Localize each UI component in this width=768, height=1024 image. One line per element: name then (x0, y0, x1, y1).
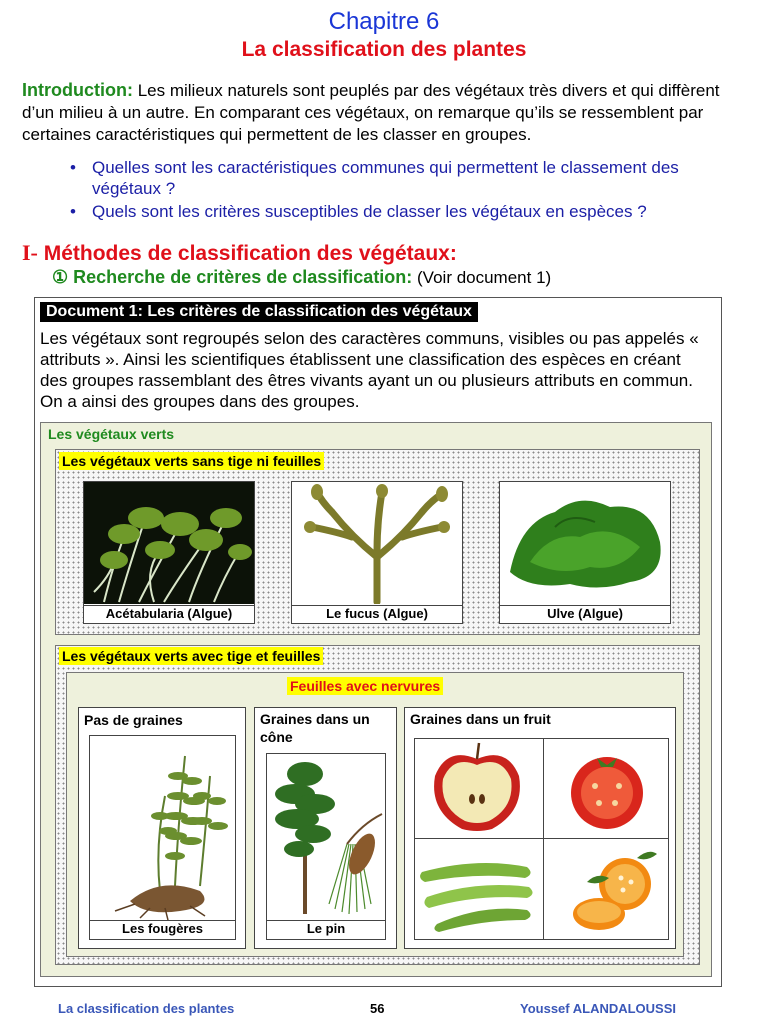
fruit-seeds-heading: Graines dans un fruit (410, 711, 551, 727)
chapter-title: La classification des plantes (241, 38, 527, 61)
ulva-image (500, 482, 670, 604)
ulva-caption: Ulve (Algue) (499, 605, 671, 624)
acetabularia-image (84, 482, 254, 604)
fern-image (90, 736, 235, 920)
acetabularia-caption: Acétabularia (Algue) (83, 605, 255, 624)
fruit-grid-divider-h (414, 838, 669, 839)
intro-lead: Introduction: (22, 80, 133, 100)
cone-seeds-heading: Graines dans un cône (260, 711, 370, 745)
document-body: Les végétaux sont regroupés selon des caractères communs, visibles ou pas appelés « attributs ». Ainsi les scientifiques établissent une classification des espèces en créant des groupes rassemblant des êtres vivants ayant un ou plusieurs attributs en commun. On a ainsi des groupes dans des groupes. (40, 329, 699, 411)
section-number: I- (22, 240, 38, 265)
bean-pod-image (417, 842, 540, 936)
group-with-stem-label: Les végétaux verts avec tige et feuilles (59, 647, 323, 665)
question-item: • Quelles sont les caractéristiques communes qui permettent le classement des végétaux ? (70, 157, 750, 199)
tomato-image (547, 741, 667, 835)
group-no-stem-label: Les végétaux verts sans tige ni feuilles (59, 452, 324, 470)
intro-text: Les milieux naturels sont peuplés par des végétaux très divers et qui diffèrent d’un milieu à un autre. En comparant ces végétaux, on remarque qu’ils se ressemblent par certaines caractéristiques qui permettent de les classer en groupes. (22, 81, 720, 144)
subsection-title: Recherche de critères de classification: (68, 267, 413, 287)
no-seeds-heading: Pas de graines (84, 712, 183, 728)
pine-image (267, 754, 385, 920)
footer-title: La classification des plantes (58, 1001, 235, 1016)
subsection-number: ① (52, 267, 69, 287)
apple-image (417, 741, 540, 835)
footer-author: Youssef ALANDALOUSSI (520, 1001, 677, 1016)
subsection-heading (52, 267, 551, 288)
pine-card (266, 753, 386, 940)
section-heading (22, 240, 457, 266)
chapter-number: Chapitre 6 (328, 8, 440, 35)
fucus-card (291, 481, 463, 624)
question-list (70, 157, 750, 224)
document-title: Document 1: Les critères de classification des végétaux (40, 302, 478, 322)
fucus-caption: Le fucus (Algue) (291, 605, 463, 624)
page-number: 56 (370, 1001, 385, 1016)
fern-card (89, 735, 236, 940)
document-reference: (Voir document 1) (412, 268, 552, 287)
ulva-card (499, 481, 671, 624)
fern-caption: Les fougères (89, 920, 236, 940)
pine-caption: Le pin (266, 920, 386, 940)
veined-leaves-label: Feuilles avec nervures (287, 677, 443, 695)
acetabularia-card (83, 481, 255, 624)
green-plants-label: Les végétaux verts (48, 426, 175, 442)
question-item: • Quels sont les critères susceptibles de classer les végétaux en espèces ? (70, 201, 750, 222)
orange-image (547, 842, 667, 936)
introduction (22, 79, 752, 146)
fruit-grid-divider-v (543, 738, 544, 940)
fucus-image (292, 482, 462, 604)
section-title: Méthodes de classification des végétaux: (37, 242, 457, 265)
